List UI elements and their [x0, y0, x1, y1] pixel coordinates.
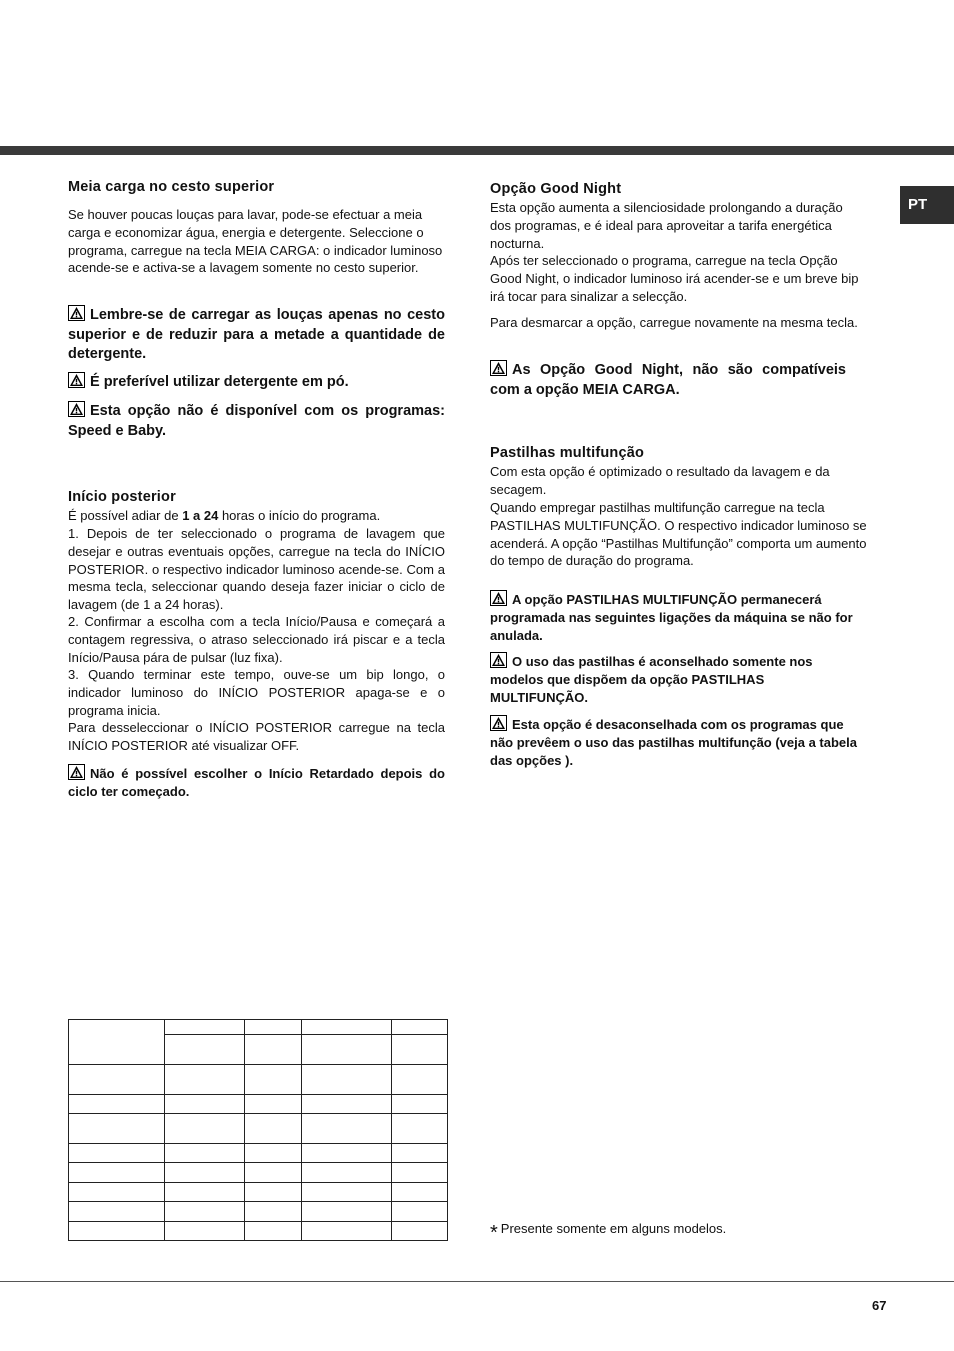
- table-cell: [165, 1202, 245, 1222]
- table-row: [69, 1202, 448, 1222]
- footer-rule: [0, 1281, 954, 1282]
- tablets-warning-3: Esta opção é desaconselhada com os programas que não prevêem o uso das pastilhas multifunção (veja a tabela das opções ).: [490, 717, 858, 768]
- table-cell: [69, 1065, 165, 1095]
- table-cell: [302, 1114, 392, 1144]
- table-cell: [69, 1163, 165, 1183]
- delay-start-step-1: 1. Depois de ter seleccionado o programa de lavagem que desejar e outras eventuais opções, carregue na tecla do INÍCIO POSTERIOR. o respectivo indicador luminoso acende-se. Com a mesma tecla, seleccionar quando deseja fazer iniciar o ciclo de lavagem (de 1 a 24 horas).: [68, 526, 445, 613]
- table-cell: [165, 1183, 245, 1202]
- warning-icon: [490, 360, 507, 376]
- table-cell: [392, 1020, 448, 1035]
- table-cell: [165, 1065, 245, 1095]
- table-row: [69, 1183, 448, 1202]
- table-cell: [392, 1183, 448, 1202]
- warning-icon: [68, 372, 85, 388]
- warning-icon: [68, 401, 85, 417]
- warning-icon: [490, 715, 507, 731]
- table-cell: [302, 1144, 392, 1163]
- header-bar: [0, 146, 954, 155]
- table-cell: [302, 1163, 392, 1183]
- table-cell: [245, 1202, 302, 1222]
- half-load-warning-3: Esta opção não é disponível com os programas: Speed e Baby.: [68, 403, 445, 439]
- good-night-title: Opção Good Night: [490, 181, 622, 197]
- table-cell: [245, 1144, 302, 1163]
- table-row: [69, 1222, 448, 1241]
- half-load-warning-1: Lembre-se de carregar as louças apenas no cesto superior e de reduzir para a metade a quantidade de detergente.: [68, 307, 445, 362]
- table-cell: [302, 1222, 392, 1241]
- table-cell: [165, 1114, 245, 1144]
- table-cell: [165, 1222, 245, 1241]
- table-cell: [245, 1065, 302, 1095]
- table-cell: [69, 1202, 165, 1222]
- tablets-warning-1: A opção PASTILHAS MULTIFUNÇÃO permanecerá programada nas seguintes ligações da máquina se não for anulada.: [490, 592, 853, 643]
- table-row: [69, 1114, 448, 1144]
- footnote: [490, 1221, 726, 1245]
- half-load-body: Se houver poucas louças para lavar, pode-se efectuar a meia carga e economizar água, energia e detergente. Seleccione o programa, carregue na tecla MEIA CARGA: o indicador luminoso acende-se e activa-se a lavagem somente no cesto superior.: [68, 207, 443, 276]
- table-cell: [302, 1035, 392, 1065]
- table-cell: [69, 1222, 165, 1241]
- table-cell: [392, 1144, 448, 1163]
- delay-start-title: Início posterior: [68, 489, 176, 505]
- table-cell: [245, 1163, 302, 1183]
- table-cell: [392, 1035, 448, 1065]
- options-table: [68, 1019, 448, 1241]
- table-cell: [69, 1020, 165, 1065]
- table-cell: [69, 1144, 165, 1163]
- language-tab: PT: [900, 186, 954, 224]
- delay-start-step-3: 3. Quando terminar este tempo, ouve-se um bip longo, o indicador luminoso do INÍCIO POSTERIOR apaga-se e o programa inicia.: [68, 667, 445, 718]
- table-cell: [245, 1114, 302, 1144]
- delay-start-warning: Não é possível escolher o Início Retardado depois do ciclo ter começado.: [68, 766, 445, 799]
- warning-icon: [490, 652, 507, 668]
- half-load-title: Meia carga no cesto superior: [68, 179, 275, 195]
- good-night-body-1: Esta opção aumenta a silenciosidade prolongando a duração dos programas, e é ideal para aproveitar a tarifa energética nocturna.: [490, 200, 843, 251]
- warning-icon: [68, 305, 85, 321]
- table-cell: [165, 1163, 245, 1183]
- tablets-title: Pastilhas multifunção: [490, 445, 645, 461]
- table-cell: [302, 1095, 392, 1114]
- delay-start-intro: É possível adiar de 1 a 24 horas o início do programa.: [68, 508, 381, 523]
- delay-start-step-2: 2. Confirmar a escolha com a tecla Início/Pausa e começará a contagem regressiva, o atraso seleccionado irá piscar e a tecla Início/Pausa pára de pulsar (luz fixa).: [68, 614, 445, 665]
- table-cell: [392, 1202, 448, 1222]
- table-cell: [69, 1095, 165, 1114]
- table-cell: [69, 1114, 165, 1144]
- table-cell: [302, 1020, 392, 1035]
- table-cell: [392, 1114, 448, 1144]
- table-row: [69, 1163, 448, 1183]
- half-load-warning-2: É preferível utilizar detergente em pó.: [68, 372, 445, 393]
- table-cell: [302, 1202, 392, 1222]
- table-row: [69, 1095, 448, 1114]
- footnote-star: *: [490, 1222, 498, 1244]
- table-cell: [165, 1035, 245, 1065]
- table-cell: [392, 1065, 448, 1095]
- table-cell: [165, 1095, 245, 1114]
- tablets-body-2: Quando empregar pastilhas multifunção carregue na tecla PASTILHAS MULTIFUNÇÃO. O respectivo indicador luminoso se acenderá. A opção “Pastilhas Multifunção” comporta um aumento do tempo de duração do programa.: [490, 500, 867, 569]
- tablets-warning-2: O uso das pastilhas é aconselhado somente nos modelos que dispõem da opção PASTILHAS MULTIFUNÇÃO.: [490, 654, 813, 705]
- table-row: [69, 1065, 448, 1095]
- table-row: [69, 1144, 448, 1163]
- table-cell: [302, 1065, 392, 1095]
- table-row: [69, 1020, 448, 1035]
- warning-icon: [68, 764, 85, 780]
- tablets-body-1: Com esta opção é optimizado o resultado da lavagem e da secagem.: [490, 464, 830, 497]
- table-cell: [392, 1095, 448, 1114]
- table-cell: [245, 1035, 302, 1065]
- table-cell: [245, 1020, 302, 1035]
- table-cell: [165, 1020, 245, 1035]
- table-cell: [245, 1095, 302, 1114]
- table-cell: [165, 1144, 245, 1163]
- table-cell: [392, 1222, 448, 1241]
- delay-start-deselect: Para desseleccionar o INÍCIO POSTERIOR carregue na tecla INÍCIO POSTERIOR até visualizar OFF.: [68, 720, 445, 753]
- good-night-body-2: Após ter seleccionado o programa, carregue na tecla Opção Good Night, o indicador luminoso irá acender-se e um breve bip irá tocar para sinalizar a selecção.: [490, 253, 859, 304]
- table-cell: [302, 1183, 392, 1202]
- table-cell: [245, 1183, 302, 1202]
- good-night-body-3: Para desmarcar a opção, carregue novamente na mesma tecla.: [490, 315, 858, 330]
- footnote-text: Presente somente em alguns modelos.: [500, 1221, 727, 1236]
- table-cell: [69, 1183, 165, 1202]
- page-number: 67: [872, 1298, 887, 1313]
- warning-icon: [490, 590, 507, 606]
- good-night-warning: As Opção Good Night, não são compatíveis com a opção MEIA CARGA.: [490, 362, 846, 398]
- table-cell: [392, 1163, 448, 1183]
- table-cell: [245, 1222, 302, 1241]
